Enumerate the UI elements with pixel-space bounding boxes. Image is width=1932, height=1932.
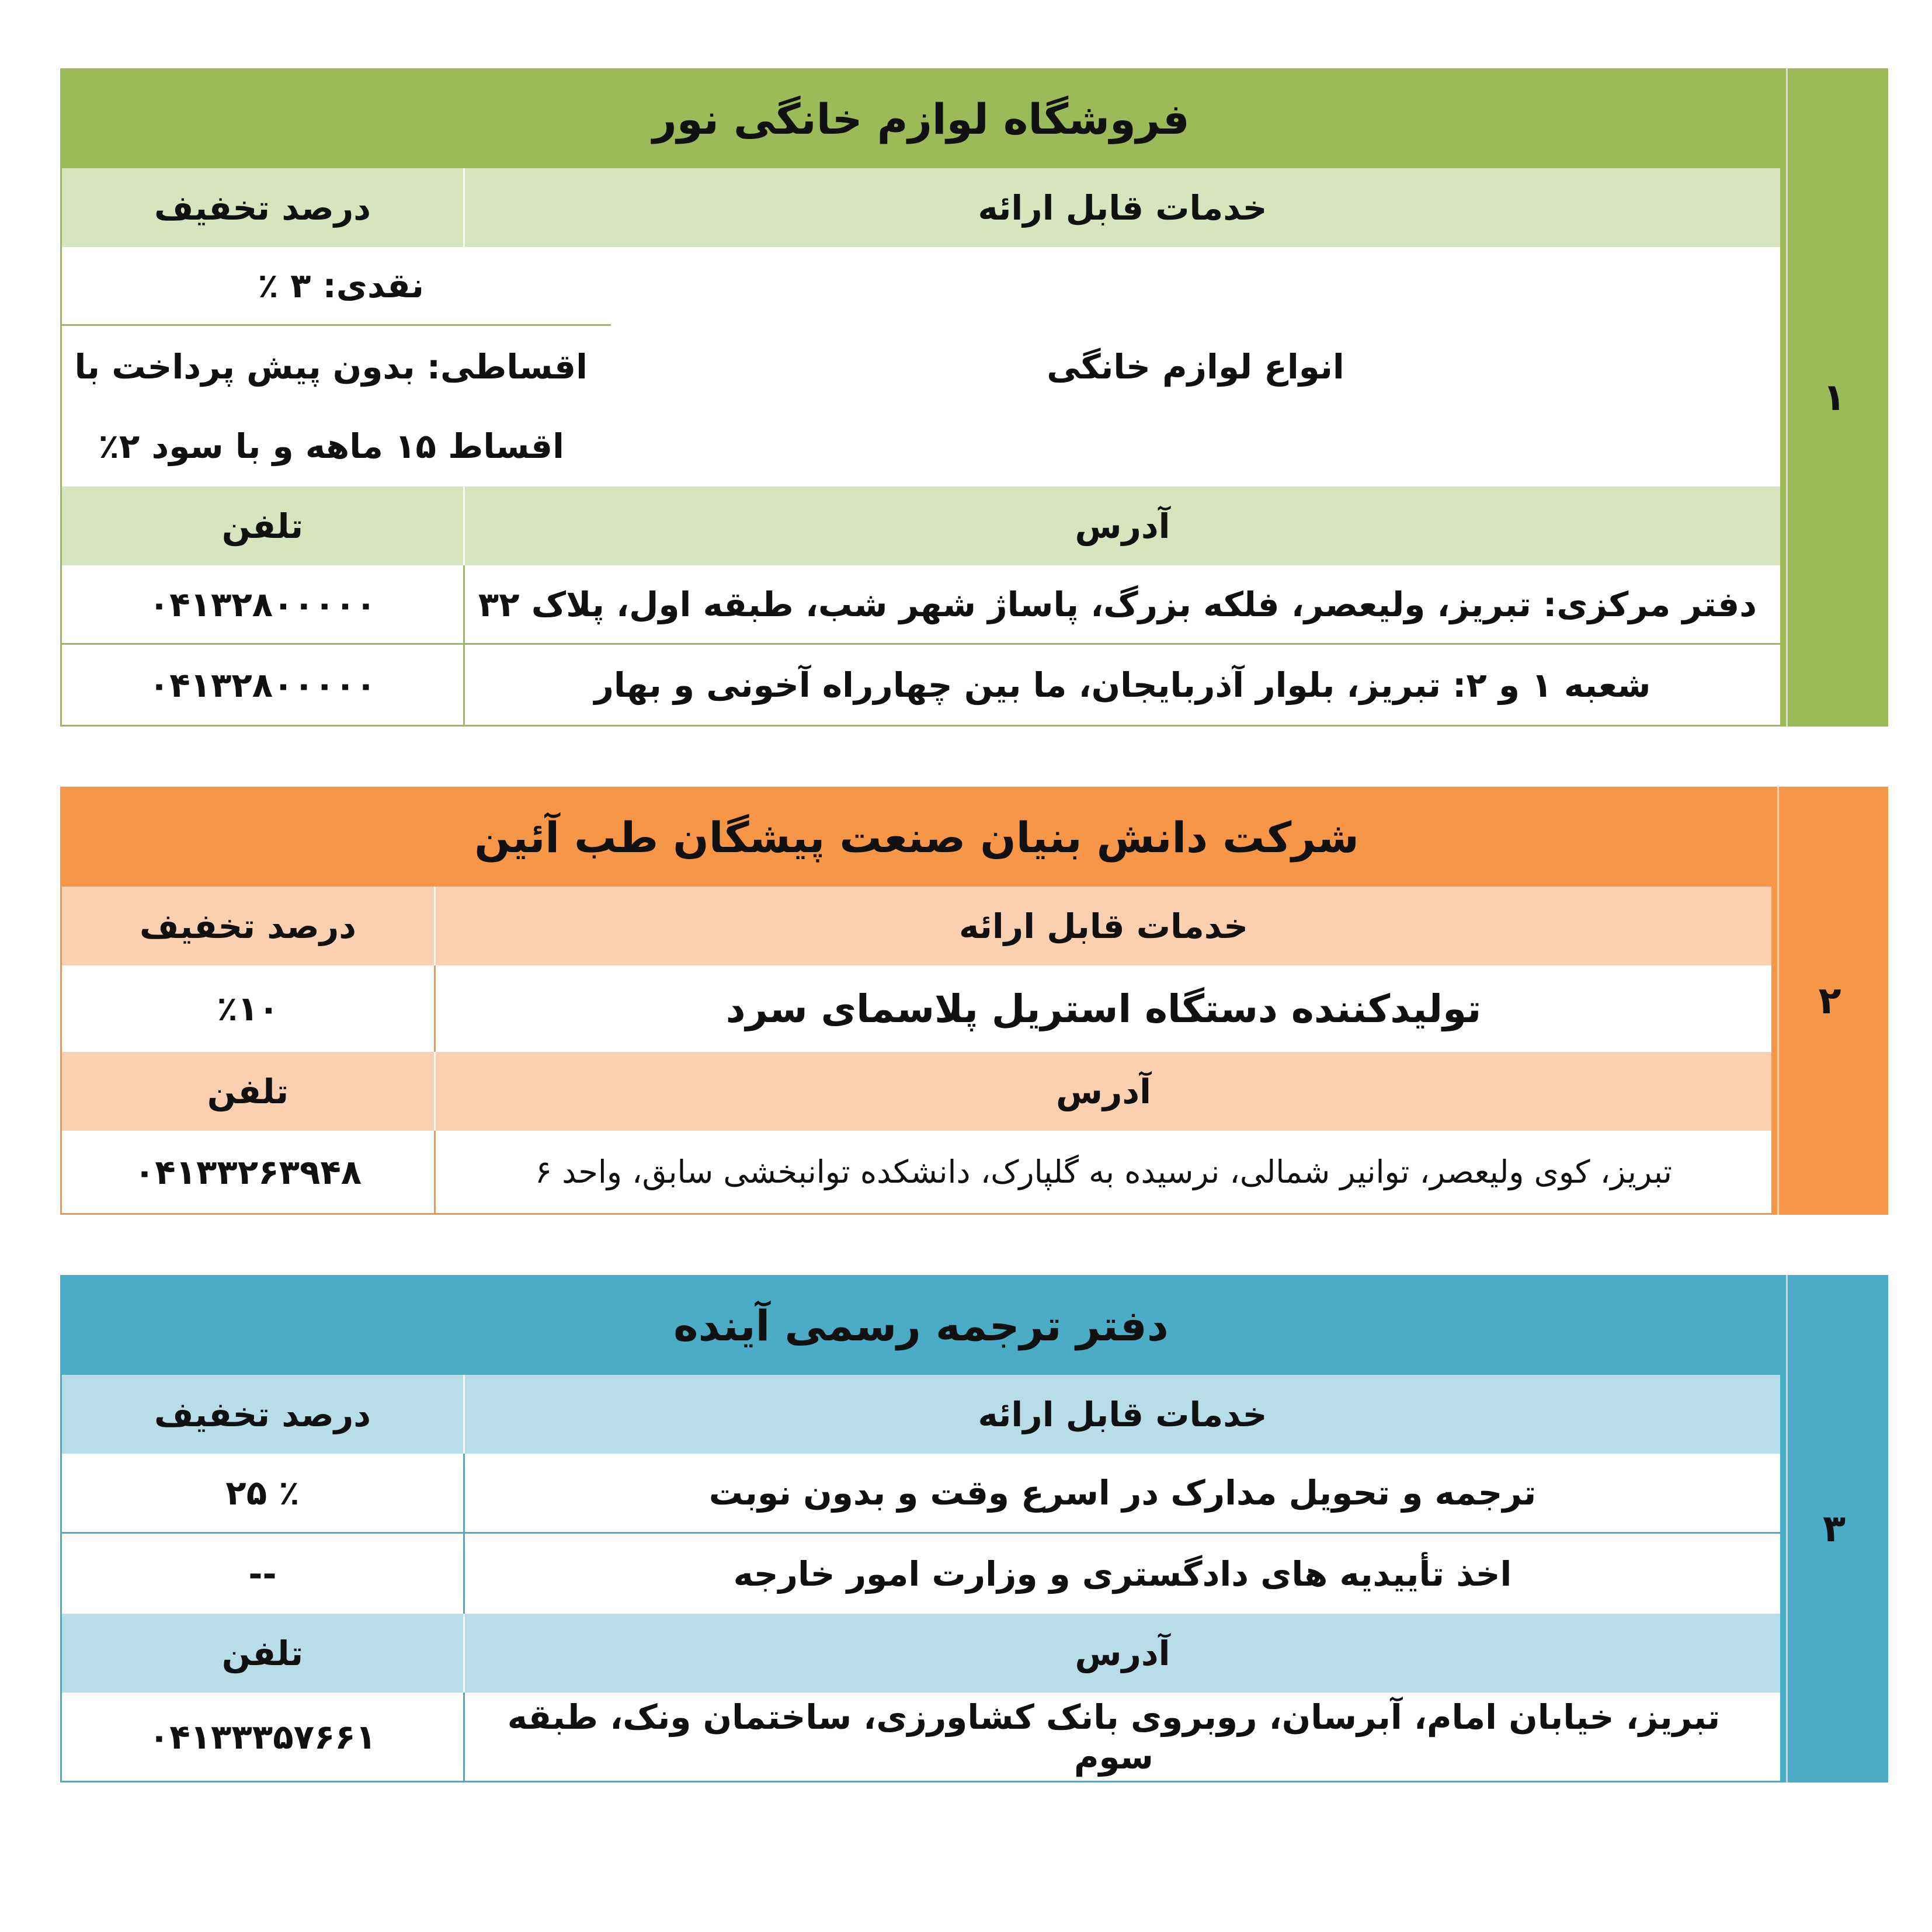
card-2-title: شرکت دانش بنیان صنعت پیشگان طب آئین [62,788,1771,887]
card-1-services-header-row [62,168,1780,247]
phone-header: تلفن [62,1052,436,1131]
card-2-service-row [62,965,1771,1052]
service-cell: ترجمه و تحویل مدارک در اسرع وقت و بدون نوبت [708,1473,1537,1513]
phone-cell: ۰۴۱۳۳۲۶۳۹۴۸ [62,1131,436,1213]
card-3-title: دفتر ترجمه رسمی آینده [62,1277,1780,1375]
address-header: آدرس [1075,1633,1170,1673]
card-3-table [60,1275,1780,1782]
card-1-title: فروشگاه لوازم خانگی نور [62,70,1780,168]
card-1-table [60,68,1780,727]
discount-cell: ٪ ۲۵ [62,1454,465,1532]
card-3-address-header-row [62,1614,1780,1693]
card-1-address-row-1 [62,565,1780,645]
phone-header: تلفن [62,487,465,565]
card-3-number-column [1780,1275,1888,1782]
discount-installment-line1: اقساطی: بدون پیش پرداخت با [74,346,588,387]
card-2-number: ۲ [1818,979,1841,1023]
card-2-address-row-1 [62,1131,1771,1213]
discount-stack [62,247,611,487]
card-3-service-row-2 [62,1534,1780,1614]
address-header: آدرس [1075,506,1170,546]
phone-cell: ۰۴۱۳۲۸۰۰۰۰۰ [62,565,465,643]
card-2 [60,787,1888,1215]
discount-header: درصد تخفیف [62,168,465,247]
card-1-number-column [1780,68,1888,727]
card-1-address-row-2 [62,645,1780,725]
service-cell: انواع لوازم خانگی [1047,347,1344,387]
services-header: خدمات قابل ارائه [978,1394,1267,1434]
phone-cell: ۰۴۱۳۳۳۵۷۶۶۱ [62,1693,465,1781]
address-cell: تبریز، کوی ولیعصر، توانیر شمالی، نرسیده به گلپارک، دانشکده توانبخشی سابق، واحد ۶ [534,1153,1673,1190]
discount-cell: ٪۱۰ [62,965,436,1052]
card-2-services-header-row [62,887,1771,965]
service-cell: اخذ تأییدیه های دادگستری و وزارت امور خارجه [733,1554,1512,1594]
address-cell: شعبه ۱ و ۲: تبریز، بلوار آذربایجان، ما بین چهارراه آخونی و بهار [594,665,1651,705]
card-3-service-row-1 [62,1454,1780,1534]
phone-cell: ۰۴۱۳۲۸۰۰۰۰۰ [62,645,465,725]
card-1-service-row [62,247,1780,487]
card-3-services-header-row [62,1375,1780,1454]
card-2-address-header-row [62,1052,1771,1131]
services-header: خدمات قابل ارائه [958,906,1249,946]
discount-installment [62,326,611,487]
card-3 [60,1275,1888,1782]
card-3-number: ۳ [1822,1507,1846,1551]
card-2-table [60,787,1771,1215]
address-cell: دفتر مرکزی: تبریز، ولیعصر، فلکه بزرگ، پاساژ شهر شب، طبقه اول، پلاک ۳۲ [478,584,1757,624]
discount-header: درصد تخفیف [62,887,436,965]
phone-header: تلفن [62,1614,465,1693]
card-1-address-header-row [62,487,1780,565]
discount-cell: -- [62,1534,465,1614]
card-2-number-column [1771,787,1888,1215]
card-3-address-row-1 [62,1693,1780,1781]
discount-header: درصد تخفیف [62,1375,465,1454]
address-header: آدرس [1055,1071,1152,1111]
service-cell: تولیدکننده دستگاه استریل پلاسمای سرد [725,986,1482,1031]
card-1-number: ۱ [1822,376,1846,419]
services-header: خدمات قابل ارائه [978,187,1267,228]
address-cell: تبریز، خیابان امام، آبرسان، روبروی بانک کشاورزی، ساختمان ونک، طبقه سوم [507,1697,1721,1777]
card-1 [60,68,1888,727]
discount-cash: نقدی: ۳ ٪ [62,247,611,326]
discount-installment-line2: اقساط ۱۵ ماهه و با سود ۲٪ [98,426,564,466]
